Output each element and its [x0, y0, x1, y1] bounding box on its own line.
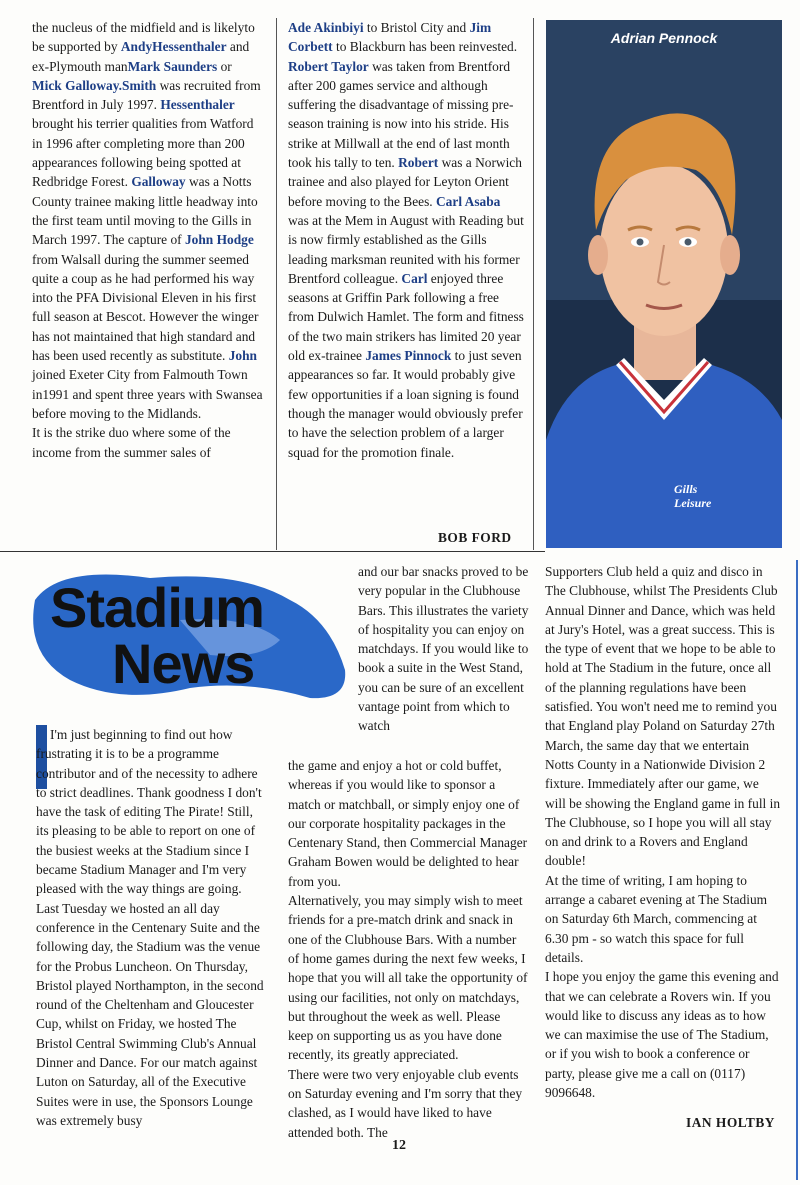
logo-line-2: News [112, 632, 255, 695]
article-text: joined Exeter City from Falmouth Town in1991 and spent three years with Swansea before moving to the Midlands. [32, 367, 263, 421]
player-name: John Hodge [184, 232, 254, 248]
player-name: Smith [122, 77, 157, 93]
player-photo [546, 20, 782, 548]
article-text: to be supported by [32, 20, 255, 55]
player-name: Mark Saunders [127, 58, 218, 74]
article-text: was taken from Brentford after 200 games service and although suffering the disadvantage of missing pre-season training is now into his stride. His strike at Millwall at the end of last month took his tally to ten. [288, 58, 514, 171]
article-text: was a Norwich trainee and also played for Leyton Orient before moving to the Bees. [288, 155, 522, 209]
stadium-column-3: Supporters Club held a quiz and disco in The Clubhouse, whilst The Presidents Club Annual Dinner and Dance, which was held at Jury's Hotel, was a great success. This is the type of event that we hope to be able to hold at The Stadium in the future, once all of the planning regulations have been satisfied. You won't need me to remind you that England play Poland on Saturday 27th March, the same day that we entertain Notts County in a Nationwide Division 2 fixture. Immediately after our game, we will be showing the England game in full in The Clubhouse, so I hope you will all stay on and drink to a Rovers and England double! At the time of writing, I am hoping to arrange a cabaret evening at The Stadium on Saturday 6th March, commencing at 6.30 pm - so watch this space for full details. I hope you enjoy the game this evening and that we can celebrate a Rovers win. If you would like to discuss any ideas as to how we can maximise the use of The Stadium, or if you wish to book a conference or party, please give me a call on (0117) 9096648. [545, 564, 781, 1101]
section-divider [0, 551, 545, 552]
article-text: and ex-Plymouth man [32, 39, 250, 74]
article-text: brought his terrier qualities from Watford in 1996 after completing more than 200 appearances following being spotted at Redbridge Forest. [32, 116, 254, 190]
player-name: Ade Akinbiyi [288, 20, 364, 35]
page-edge-line [796, 560, 798, 1180]
player-illustration [546, 20, 782, 548]
article-text: to Blackburn has been reinvested. [332, 39, 518, 55]
article-paragraph [288, 18, 524, 462]
article-text: enjoyed three seasons at Griffin Park following a free from Dulwich Hamlet. The form and fitness of the two main strikers has limited 20 year old ex-trainee [288, 270, 524, 364]
column-divider [276, 18, 277, 550]
stadium-column-2-bottom: the game and enjoy a hot or cold buffet, whereas if you would like to sponsor a match or matchball, or simply enjoy one of our corporate hospitality packages in the Centenary Stand, then Commercial Manager Graham Bowen would be delighted to hear from you. Alternatively, you may simply wish to meet friends for a pre-match drink and snack in one of the Clubhouse Bars. With a number of home games during the next few weeks, I hope that you will all take the opportunity of using our facilities, not only on matchdays, but throughout the week as well. Please keep on supporting us as you have done recently, its greatly appreciated. There were two very enjoyable club events on Saturday evening and I'm sorry that they clashed, as I would have liked to have attended both. The [288, 758, 528, 1140]
stadium-column-1: I'm just beginning to find out how frustrating it is to be a programme contributor and of the necessity to adhere to strict deadlines. Thank goodness I don't have the task of editing The Pirate! Still, its pleasing to be able to report on one of the busiest weeks at the Stadium since I became Stadium Manager and I'm very pleased with the way things are going. Last Tuesday we hosted an all day conference in the Centenary Suite and the following day, the Stadium was the venue for the Probus Luncheon. On Thursday, Bristol played Northampton, in the second round of the Cheltenham and Gloucester Cup, whilst on Friday, we hosted The Bristol Central Swimming Club's Annual Dinner and Dance. For our match against Luton on Saturday, all of the Executive Suites were in use, the Sponsors Lounge was extremely busy [36, 727, 264, 1128]
player-name: Mick Galloway. [32, 77, 123, 93]
article-text: was recruited from Brentford in July 1997. [32, 77, 261, 113]
article-paragraph [32, 18, 264, 462]
article-text: to just seven appearances so far. It would probably give few opportunities if a loan signing is found though the manager would obviously prefer to have the selection problem of a larger squad for the promotion finale. [288, 348, 523, 460]
article-text: from Walsall during the summer seemed quite a coup as he had performed his way into the PFA Divisional Eleven in his first full season at Bescot. However the winger has not maintained that high standard and has been used recently as substitute. [32, 251, 259, 364]
page-number: 12 [392, 1138, 406, 1153]
photo-caption: Adrian Pennock [610, 30, 718, 46]
column-divider [533, 18, 534, 550]
player-name: Carl Asaba [436, 193, 501, 209]
article-column-2 [288, 18, 524, 462]
article-text: It is the strike duo where some of the income from the summer sales of [32, 425, 231, 460]
author-signature-top: BOB FORD [438, 530, 512, 545]
article-text: to Bristol City and [363, 20, 470, 35]
player-name: Robert [398, 155, 439, 171]
article-text: was at the Mem in August with Reading but is now firmly established as the Gills leading marksman reunited with his former Brentford colleague. [288, 212, 524, 286]
player-name: James Pinnock [365, 348, 452, 364]
article-text: was a Notts County trainee making little headway into the first team until moving to the Gills in March 1997. The capture of [32, 174, 258, 248]
player-name: Andy [120, 39, 153, 55]
player-name: Robert Taylor [288, 58, 369, 74]
player-name: Galloway [131, 174, 186, 190]
player-name: Hessenthaler [152, 39, 227, 55]
article-text: the nucleus of the midfield and is likely [32, 20, 245, 35]
article-text: or [217, 58, 232, 74]
stadium-news-title [50, 576, 264, 695]
player-name: Hessenthaler [160, 97, 235, 113]
logo-line-1: Stadium [50, 576, 264, 639]
player-name: John [228, 348, 258, 364]
player-name: Jim Corbett [288, 20, 492, 55]
player-name: Carl [401, 270, 428, 286]
article-column-1 [32, 18, 264, 462]
author-signature-bottom: IAN HOLTBY [686, 1115, 775, 1130]
shirt-sponsor-text: Gills Leisure [674, 482, 712, 510]
stadium-column-2-top: and our bar snacks proved to be very popular in the Clubhouse Bars. This illustrates the variety of hospitality you can enjoy on matchdays. If you would like to book a suite in the West Stand, you can be sure of an excellent vantage point from which to watch [358, 564, 529, 734]
